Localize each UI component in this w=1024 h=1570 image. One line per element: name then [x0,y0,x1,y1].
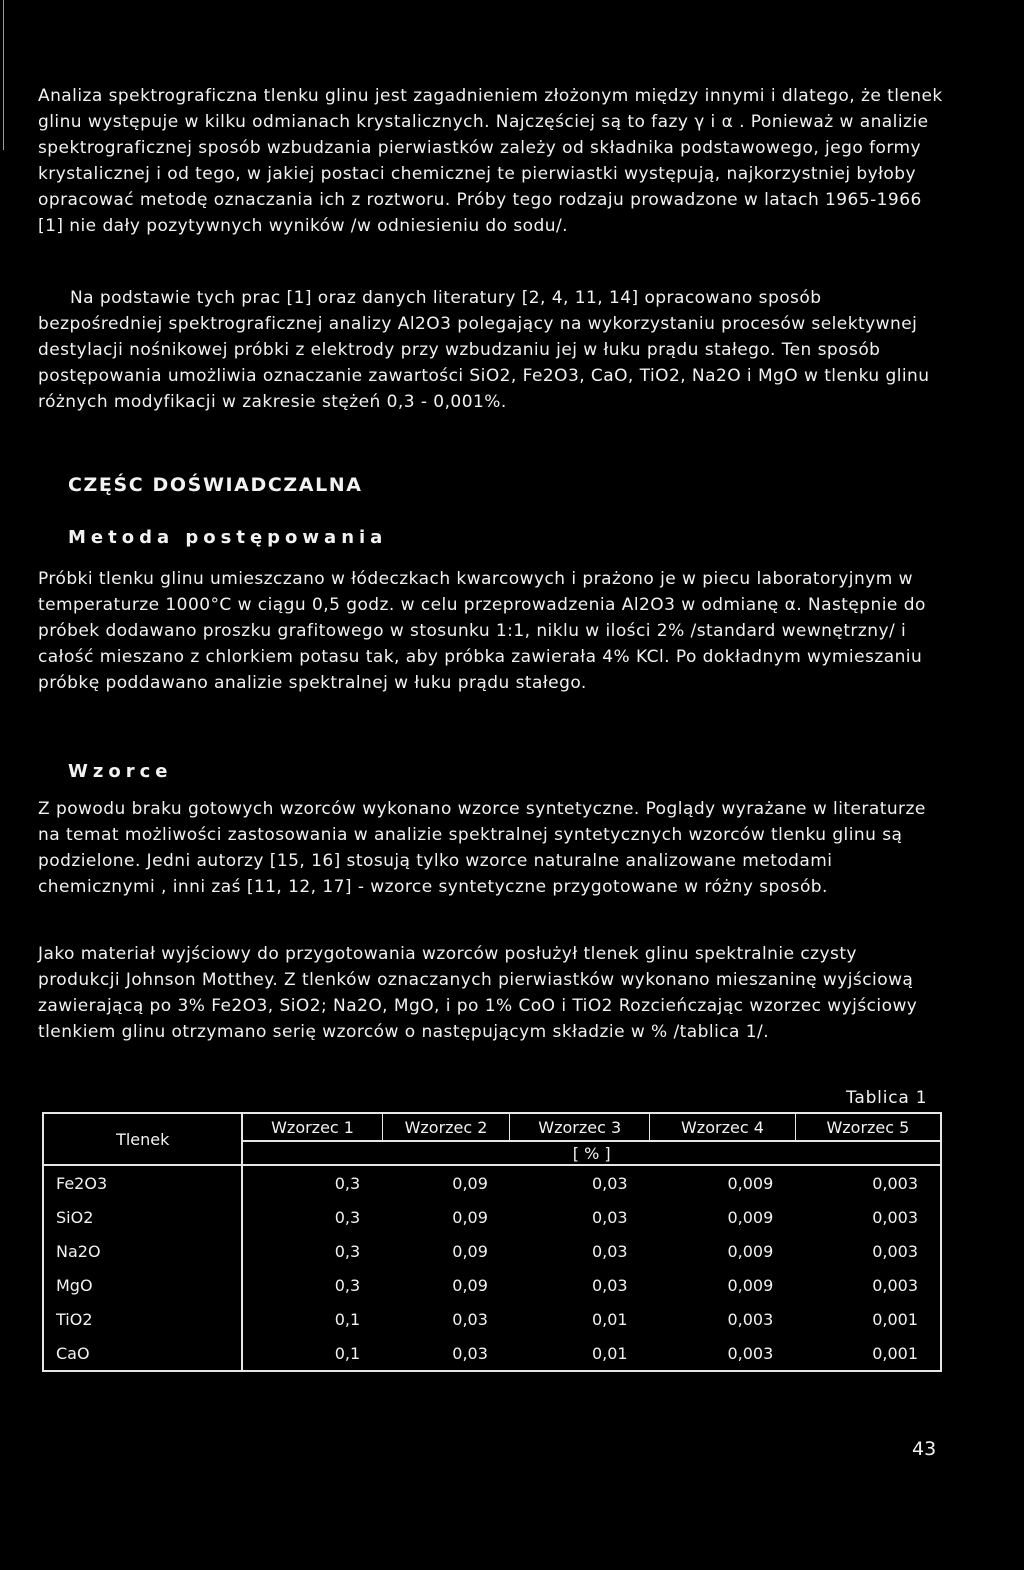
scan-edge-line [3,0,4,150]
table-header-column: Wzorzec 2 [382,1113,510,1141]
table-cell: 0,03 [591,1207,628,1227]
subsection-heading-method: Metoda postępowania [68,527,388,548]
table-cell: 0,003 [650,1336,796,1371]
table-header-oxide: Tlenek [43,1113,242,1165]
table-cell-oxide: SiO2 [43,1200,242,1234]
table-cell: 0,1 [242,1336,382,1371]
table-row [43,1200,941,1234]
table-cell: 0,009 [727,1173,774,1193]
table-cell: 0,003 [795,1165,941,1200]
table-cell: 0,3 [334,1173,361,1193]
table-row [43,1336,941,1371]
table-cell: 0,003 [727,1309,774,1329]
table-cell: 0,009 [727,1241,774,1261]
standards-table-wrapper [42,1112,942,1372]
table-cell: 0,01 [591,1309,628,1329]
paragraph-standards-preparation: Jako materiał wyjściowy do przygotowania wzorców posłużył tlenek glinu spektralnie czysty produkcji Johnson Motthey. Z tlenków oznaczanych pierwiastków wykonano mieszaninę wyjściową zawierającą po 3% Fe2O3, SiO2; Na2O, MgO, i po 1% CoO i TiO2 Rozcieńczając wzorzec wyjściowy tlenkiem glinu otrzymano serię wzorców o następującym składzie w % /tablica 1/. [38,944,918,1042]
paragraph-procedure: Próbki tlenku glinu umieszczano w łódeczkach kwarcowych i prażono je w piecu laboratoryjnym w temperaturze 1000°C w ciągu 0,5 godz. w celu przeprowadzenia Al2O3 w odmianę α. Następnie do próbek dodawano proszku grafitowego w stosunku 1:1, niklu w ilości 2% /standard wewnętrzny/ i całość mieszano z chlorkiem potasu tak, aby próbka zawierała 4% KCl. Po dokładnym wymieszaniu próbkę poddawano analizie spektralnej w łuku prądu stałego. [38,569,926,693]
table-cell-oxide: Na2O [43,1234,242,1268]
table-cell: 0,09 [452,1173,488,1193]
table-header-column: Wzorzec 3 [510,1113,650,1141]
table-cell: 0,3 [334,1275,361,1295]
table-cell: 0,009 [727,1275,774,1295]
table-cell: 0,003 [795,1234,941,1268]
table-row [43,1165,941,1200]
table-cell: 0,01 [510,1336,650,1371]
table-cell-oxide: Fe2O3 [43,1165,242,1200]
table-header-column: Wzorzec 5 [795,1113,941,1141]
table-cell: 0,001 [795,1336,941,1371]
page-number: 43 [912,1438,937,1460]
table-cell: 0,001 [795,1302,941,1336]
table-cell-oxide: MgO [43,1268,242,1302]
table-row [43,1268,941,1302]
table-row [43,1234,941,1268]
table-cell: 0,1 [334,1309,361,1329]
standards-table [42,1112,942,1372]
table-cell: 0,3 [334,1241,361,1261]
paragraph-introduction: Analiza spektrograficzna tlenku glinu jest zagadnieniem złożonym między innymi i dlatego, że tlenek glinu występuje w kilku odmianach krystalicznych. Najczęściej są to fazy γ i α . Ponieważ w analizie spektrograficznej sposób wzbudzania pierwiastków zależy od składnika podstawowego, jego formy krystalicznej i od tego, w jakiej postaci chemicznej te pierwiastki występują, najkorzystniej byłoby opracować metodę oznaczania ich z roztworu. Próby tego rodzaju prowadzone w latach 1965-1966 [1] nie dały pozytywnych wyników /w odniesieniu do sodu/. [38,86,943,236]
table-caption: Tablica 1 [846,1088,928,1108]
table-cell: 0,09 [452,1207,488,1227]
table-header-column: Wzorzec 1 [242,1113,382,1141]
table-header-column: Wzorzec 4 [650,1113,796,1141]
table-cell: 0,03 [382,1336,510,1371]
table-cell: 0,03 [591,1173,628,1193]
table-header-row [43,1113,941,1141]
table-cell: 0,03 [591,1241,628,1261]
subsection-heading-standards: Wzorce [68,761,173,782]
table-row [43,1302,941,1336]
table-cell: 0,03 [452,1309,488,1329]
table-cell-oxide: CaO [43,1336,242,1371]
table-cell: 0,03 [591,1275,628,1295]
table-cell: 0,09 [452,1275,488,1295]
table-cell-oxide: TiO2 [43,1302,242,1336]
section-heading: CZĘŚC DOŚWIADCZALNA [68,474,363,496]
table-unit-label: [ % ] [242,1141,941,1165]
table-cell: 0,003 [795,1200,941,1234]
table-cell: 0,09 [452,1241,488,1261]
table-cell: 0,003 [795,1268,941,1302]
table-cell: 0,009 [727,1207,774,1227]
paragraph-standards: Z powodu braku gotowych wzorców wykonano wzorce syntetyczne. Poglądy wyrażane w literaturze na temat możliwości zastosowania w analizie spektralnej syntetycznych wzorców tlenku glinu są podzielone. Jedni autorzy [15, 16] stosują tylko wzorce naturalne analizowane metodami chemicznymi , inni zaś [11, 12, 17] - wzorce syntetyczne przygotowane w różny sposób. [38,799,926,897]
table-cell: 0,3 [334,1207,361,1227]
paragraph-method-overview: Na podstawie tych prac [1] oraz danych literatury [2, 4, 11, 14] opracowano sposób bezpośredniej spektrograficznej analizy Al2O3 polegający na wykorzystaniu procesów selektywnej destylacji nośnikowej próbki z elektrody przy wzbudzaniu jej w łuku prądu stałego. Ten sposób postępowania umożliwia oznaczanie zawartości SiO2, Fe2O3, CaO, TiO2, Na2O i MgO w tlenku glinu różnych modyfikacji w zakresie stężeń 0,3 - 0,001%. [38,288,930,412]
